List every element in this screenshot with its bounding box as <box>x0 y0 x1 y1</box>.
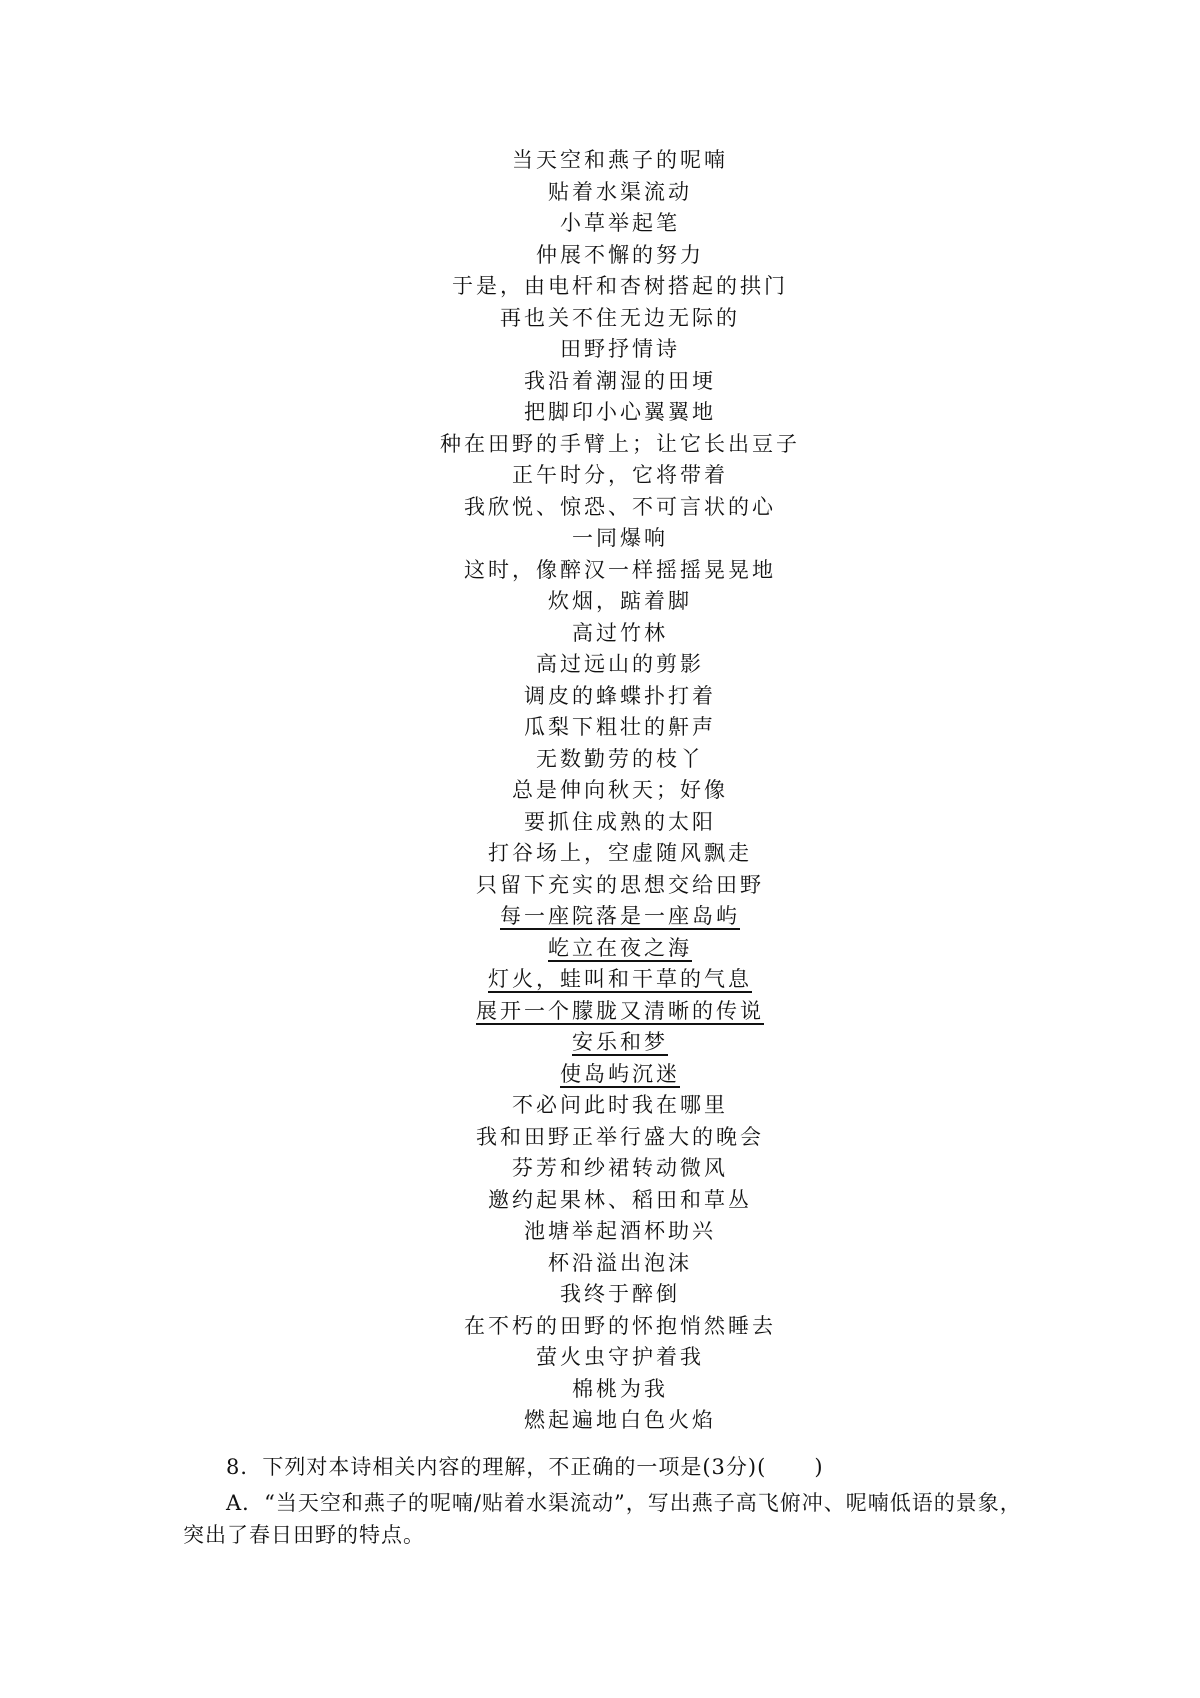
poem-line-text: 种在田野的手臂上；让它长出豆子 <box>440 431 800 456</box>
poem-line <box>0 1279 1200 1311</box>
poem-line <box>0 838 1200 870</box>
poem-line-text: 安乐和梦 <box>572 1030 668 1054</box>
poem-line-text: 杯沿溢出泡沫 <box>548 1250 692 1275</box>
poem-line-text: 只留下充实的思想交给田野 <box>476 872 764 897</box>
poem-line <box>0 712 1200 744</box>
poem-line <box>0 775 1200 807</box>
poem-line <box>0 807 1200 839</box>
poem-line-text: 展开一个朦胧又清晰的传说 <box>476 998 764 1023</box>
poem-line <box>0 964 1200 996</box>
poem-line-text: 高过远山的剪影 <box>536 652 704 676</box>
poem-line <box>0 1185 1200 1217</box>
poem-line-text: 邀约起果林、稻田和草丛 <box>488 1187 752 1212</box>
poem-line-text: 总是伸向秋天；好像 <box>512 778 728 802</box>
poem-line <box>0 744 1200 776</box>
poem-line <box>0 1090 1200 1122</box>
poem-line <box>0 397 1200 429</box>
poem-line-text: 打谷场上，空虚随风飘走 <box>488 841 752 865</box>
poem-line-text: 仲展不懈的努力 <box>536 242 704 267</box>
poem-line <box>0 996 1200 1028</box>
poem-line <box>0 649 1200 681</box>
poem-line-text: 我和田野正举行盛大的晚会 <box>476 1124 764 1149</box>
question-stem-text: 8．下列对本诗相关内容的理解，不正确的一项是(3分)( <box>226 1455 767 1479</box>
poem-line-text: 于是，由电杆和杏树搭起的拱门 <box>452 274 788 298</box>
poem-line-text: 芬芳和纱裙转动微风 <box>512 1156 728 1180</box>
poem-line-text: 每一座院落是一座岛屿 <box>500 904 740 928</box>
poem-line <box>0 492 1200 524</box>
poem-line-text: 一同爆响 <box>572 526 668 550</box>
poem-line-text: 无数勤劳的枝丫 <box>536 746 704 771</box>
poem-line-text: 再也关不住无边无际的 <box>500 305 740 330</box>
poem-line-text: 萤火虫守护着我 <box>536 1345 704 1369</box>
poem-line <box>0 555 1200 587</box>
poem-line <box>0 1216 1200 1248</box>
poem-line <box>0 1405 1200 1437</box>
poem-line-text: 棉桃为我 <box>572 1376 668 1401</box>
poem-line <box>0 618 1200 650</box>
poem-line-text: 把脚印小心翼翼地 <box>524 400 716 424</box>
poem-line-text: 田野抒情诗 <box>560 337 680 361</box>
poem-line-text: 我沿着潮湿的田埂 <box>524 368 716 393</box>
poem-line <box>0 460 1200 492</box>
poem-line <box>0 303 1200 335</box>
poem-line-text: 我欣悦、惊恐、不可言状的心 <box>464 494 776 519</box>
poem-line-text: 当天空和燕子的呢喃 <box>512 148 728 172</box>
poem-line <box>0 240 1200 272</box>
poem-line <box>0 681 1200 713</box>
poem-line-text: 小草举起笔 <box>560 211 680 235</box>
poem-line <box>0 1153 1200 1185</box>
poem-line-text: 要抓住成熟的太阳 <box>524 809 716 834</box>
poem-line <box>0 1027 1200 1059</box>
poem-line-text: 不必问此时我在哪里 <box>512 1093 728 1117</box>
question-stem-close: ) <box>814 1455 824 1479</box>
poem-line <box>0 523 1200 555</box>
poem-line-text: 瓜梨下粗壮的鼾声 <box>524 715 716 739</box>
poem-line <box>0 208 1200 240</box>
poem-line <box>0 366 1200 398</box>
poem-line-text: 屹立在夜之海 <box>548 935 692 960</box>
poem-line-text: 贴着水渠流动 <box>548 179 692 204</box>
poem-line <box>0 586 1200 618</box>
poem <box>0 145 1200 1437</box>
poem-line <box>0 1342 1200 1374</box>
poem-line <box>0 901 1200 933</box>
poem-line <box>0 271 1200 303</box>
poem-line-text: 在不朽的田野的怀抱悄然睡去 <box>464 1313 776 1338</box>
poem-line <box>0 429 1200 461</box>
poem-line-text: 调皮的蜂蝶扑打着 <box>524 683 716 708</box>
poem-line <box>0 1248 1200 1280</box>
poem-line <box>0 1374 1200 1406</box>
poem-line <box>0 933 1200 965</box>
poem-line-text: 正午时分，它将带着 <box>512 463 728 487</box>
poem-line-text: 池塘举起酒杯助兴 <box>524 1219 716 1243</box>
question-8 <box>183 1452 1033 1551</box>
question-stem <box>226 1452 1033 1483</box>
poem-line <box>0 145 1200 177</box>
poem-line-text: 燃起遍地白色火焰 <box>524 1408 716 1432</box>
poem-line <box>0 334 1200 366</box>
poem-line-text: 炊烟，踮着脚 <box>548 589 692 613</box>
poem-line-text: 这时，像醉汉一样摇摇晃晃地 <box>464 557 776 582</box>
poem-line <box>0 1311 1200 1343</box>
poem-line <box>0 1059 1200 1091</box>
poem-line <box>0 870 1200 902</box>
poem-line-text: 我终于醉倒 <box>560 1282 680 1306</box>
poem-line-text: 高过竹林 <box>572 620 668 645</box>
poem-line-text: 灯火，蛙叫和干草的气息 <box>488 967 752 991</box>
poem-line <box>0 177 1200 209</box>
option-a: A．“当天空和燕子的呢喃/贴着水渠流动”，写出燕子高飞俯冲、呢喃低语的景象，突出了春日田野的特点。 <box>183 1491 1022 1547</box>
poem-line-text: 使岛屿沉迷 <box>560 1061 680 1086</box>
poem-line <box>0 1122 1200 1154</box>
